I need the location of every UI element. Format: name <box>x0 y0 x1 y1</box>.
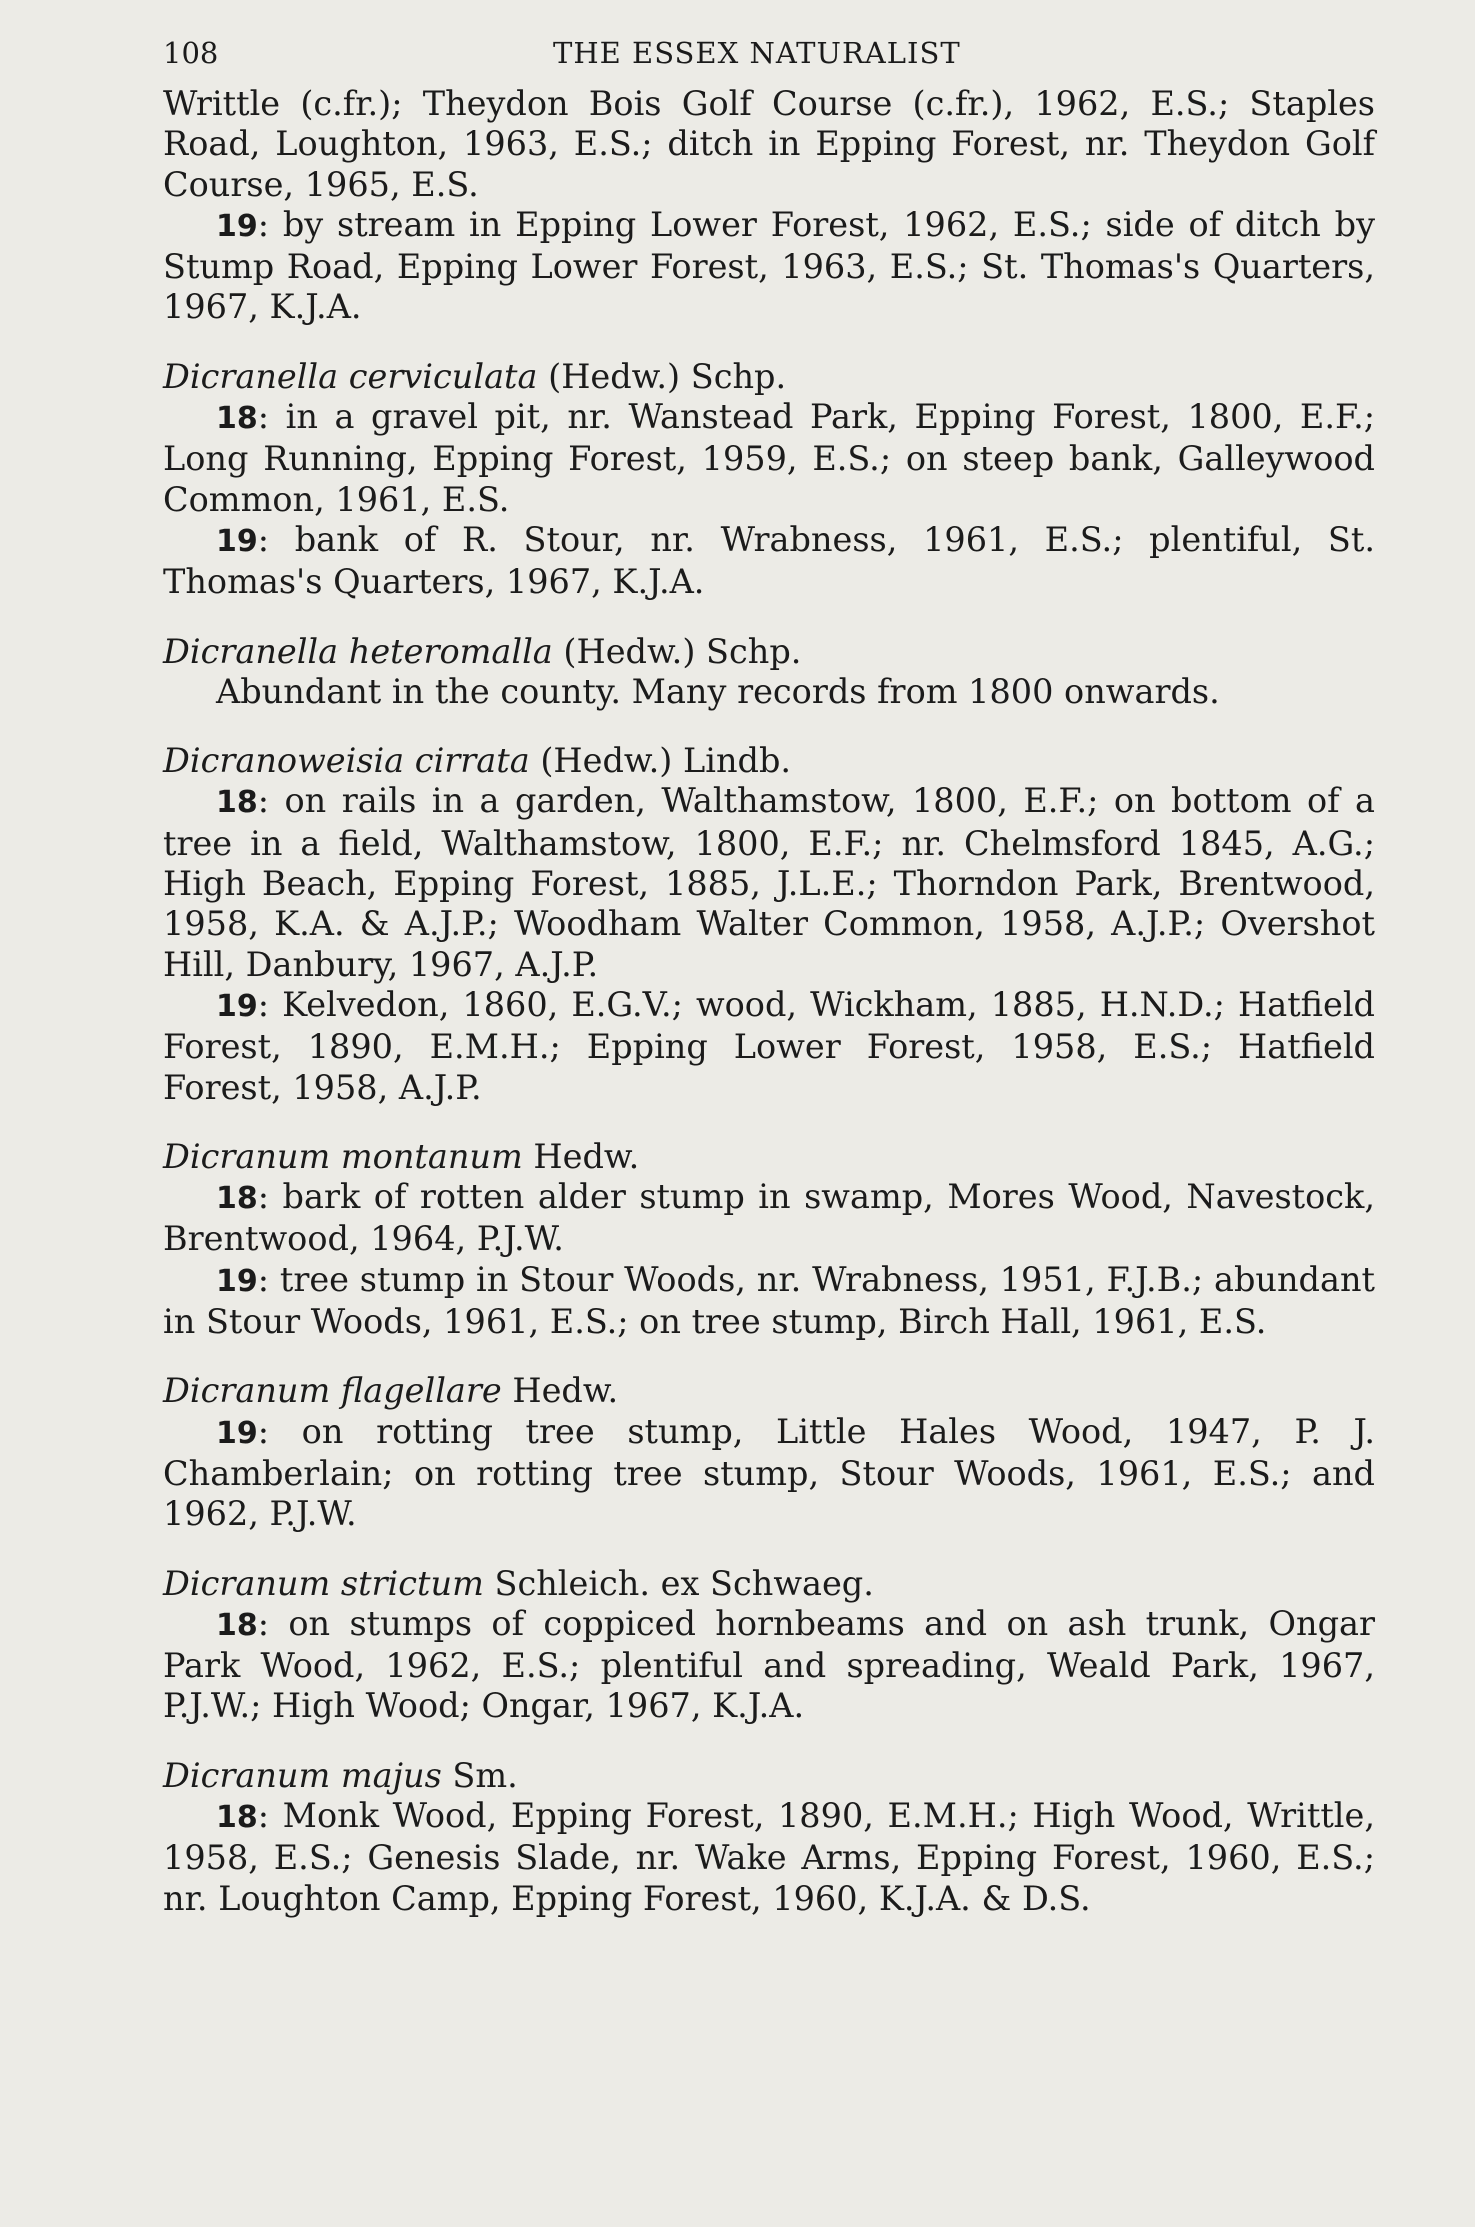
species-heading <box>163 1137 1375 1177</box>
record-text: : on rails in a garden, Walthamstow, 1800, E.F.; on bottom of a tree in a field, Walthamstow, 1800, E.F.; nr. Chelmsford 1845, A.G.; High Beach, Epping Forest, 1885, J.L.E.; Thorndon Park, Brentwood, 1958, K.A. & A.J.P.; Woodham Walter Common, 1958, A.J.P.; Overshot Hill, Danbury, 1967, A.J.P. <box>163 781 1375 984</box>
record <box>163 985 1375 1108</box>
record-text: : Kelvedon, 1860, E.G.V.; wood, Wickham, 1885, H.N.D.; Hatfield Forest, 1890, E.M.H.; Epping Lower Forest, 1958, E.S.; Hatfield Forest, 1958, A.J.P. <box>163 984 1375 1107</box>
species-heading <box>163 741 1375 781</box>
record-text: : bark of rotten alder stump in swamp, Mores Wood, Navestock, Brentwood, 1964, P.J.W. <box>163 1177 1375 1259</box>
species-authority: (Hedw.) Schp. <box>552 631 802 671</box>
species-authority: Schleich. ex Schwaeg. <box>483 1563 874 1603</box>
record-text: : Monk Wood, Epping Forest, 1890, E.M.H.; High Wood, Writtle, 1958, E.S.; Genesis Slade, nr. Wake Arms, Epping Forest, 1960, E.S.; nr. Loughton Camp, Epping Forest, 1960, K.J.A. & D.S. <box>163 1795 1375 1918</box>
species-heading <box>163 1371 1375 1411</box>
species-entry <box>163 1137 1375 1342</box>
record-number: 18 <box>216 1607 258 1643</box>
species-entry <box>163 632 1375 713</box>
species-authority: (Hedw.) Lindb. <box>529 741 792 781</box>
record <box>163 1412 1375 1535</box>
record <box>163 1796 1375 1919</box>
species-authority: Sm. <box>441 1755 518 1795</box>
record-number: 18 <box>216 1799 258 1835</box>
species-heading <box>163 632 1375 672</box>
page-body <box>163 84 1375 1919</box>
continued-entry <box>163 84 1375 328</box>
record <box>163 781 1375 984</box>
species-name: Dicranum majus <box>163 1755 442 1795</box>
record-text: : tree stump in Stour Woods, nr. Wrabness, 1951, F.J.B.; abundant in Stour Woods, 1961, E.S.; on tree stump, Birch Hall, 1961, E.S. <box>163 1259 1375 1342</box>
record <box>163 1177 1375 1260</box>
species-name: Dicranum montanum <box>163 1136 523 1176</box>
record-text: : on rotting tree stump, Little Hales Wood, 1947, P. J. Chamberlain; on rotting tree stump, Stour Woods, 1961, E.S.; and 1962, P.J.W. <box>163 1411 1375 1534</box>
record-text: : in a gravel pit, nr. Wanstead Park, Epping Forest, 1800, E.F.; Long Running, Epping Forest, 1959, E.S.; on steep bank, Galleywood Common, 1961, E.S. <box>163 397 1375 519</box>
record-number: 18 <box>216 401 258 437</box>
record-number: 19 <box>216 208 258 244</box>
species-name: Dicranoweisia cirrata <box>163 741 530 781</box>
species-note: Abundant in the county. Many records from 1800 onwards. <box>216 671 1220 711</box>
species-authority: Hedw. <box>501 1371 619 1411</box>
species-authority: Hedw. <box>522 1136 640 1176</box>
species-heading <box>163 357 1375 397</box>
species-entry <box>163 1564 1375 1727</box>
species-entry <box>163 1371 1375 1534</box>
record-number: 19 <box>216 1415 258 1451</box>
record-text: : by stream in Epping Lower Forest, 1962, E.S.; side of ditch by Stump Road, Epping Lower Forest, 1963, E.S.; St. Thomas's Quarters, 1967, K.J.A. <box>163 204 1375 327</box>
record <box>163 1260 1375 1343</box>
species-name: Dicranum flagellare <box>163 1371 502 1411</box>
species-heading <box>163 1756 1375 1796</box>
record-number: 19 <box>216 988 258 1024</box>
page-header <box>163 32 1375 84</box>
record-text: : on stumps of coppiced hornbeams and on ash trunk, Ongar Park Wood, 1962, E.S.; plentiful and spreading, Weald Park, 1967, P.J.W.; High Wood; Ongar, 1967, K.J.A. <box>163 1603 1375 1726</box>
species-entry <box>163 741 1375 1108</box>
record-number: 18 <box>216 785 258 821</box>
species-entry <box>163 357 1375 603</box>
record <box>163 1604 1375 1727</box>
record-text: : bank of R. Stour, nr. Wrabness, 1961, E.S.; plentiful, St. Thomas's Quarters, 1967, K.J.A. <box>163 519 1375 602</box>
running-title: THE ESSEX NATURALIST <box>553 36 961 70</box>
record-number: 19 <box>216 523 258 559</box>
record <box>163 520 1375 603</box>
species-heading <box>163 1564 1375 1604</box>
record <box>163 205 1375 328</box>
species-authority: (Hedw.) Schp. <box>537 356 787 396</box>
record-number: 19 <box>216 1263 258 1299</box>
page-number: 108 <box>163 36 219 70</box>
continued-record-text: Writtle (c.fr.); Theydon Bois Golf Course (c.fr.), 1962, E.S.; Staples Road, Loughton, 1963, E.S.; ditch in Epping Forest, nr. Theydon Golf Course, 1965, E.S. <box>163 84 1375 204</box>
species-name: Dicranella cerviculata <box>163 356 538 396</box>
record-number: 18 <box>216 1181 258 1217</box>
species-entry <box>163 1756 1375 1919</box>
species-name: Dicranella heteromalla <box>163 631 553 671</box>
record <box>163 397 1375 520</box>
species-name: Dicranum strictum <box>163 1563 484 1603</box>
